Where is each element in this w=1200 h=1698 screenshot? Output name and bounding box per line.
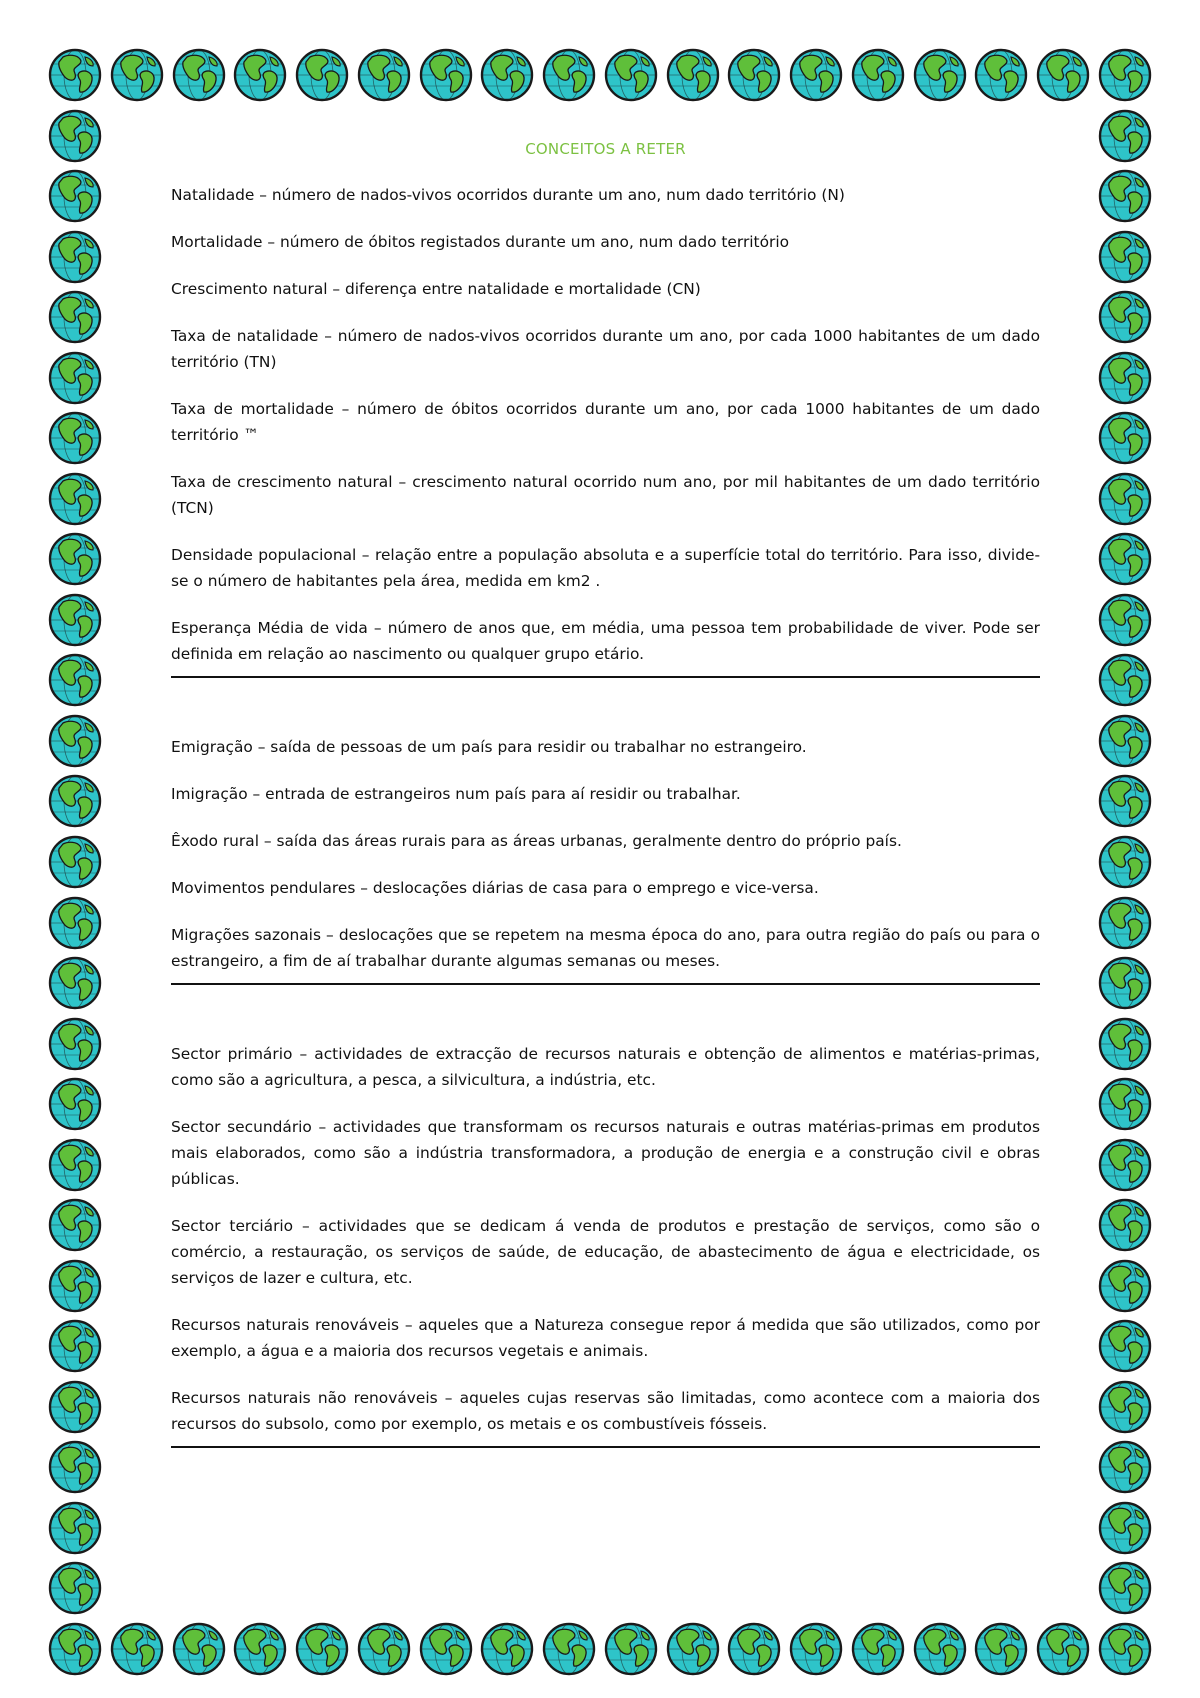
globe-icon	[1097, 1318, 1153, 1374]
globe-icon	[1097, 1258, 1153, 1314]
definition-paragraph: Sector secundário – actividades que transformam os recursos naturais e outras matérias-primas em produtos mais elaborados, como são a indústria transformadora, a produção de energia e a construção civil e obras públicas.	[171, 1118, 1040, 1188]
definition-paragraph: Taxa de natalidade – número de nados-vivos ocorridos durante um ano, por cada 1000 habitantes de um dado território (TN)	[171, 327, 1040, 371]
globe-icon	[47, 1560, 103, 1616]
globe-icon	[47, 834, 103, 890]
globe-icon	[850, 47, 906, 103]
globe-icon	[479, 1621, 535, 1677]
definition-paragraph: Migrações sazonais – deslocações que se repetem na mesma época do ano, para outra região do país ou para o estrangeiro, a fim de aí trabalhar durante algumas semanas ou meses.	[171, 926, 1040, 970]
globe-icon	[1097, 652, 1153, 708]
globe-icon	[973, 47, 1029, 103]
globe-icon	[1097, 592, 1153, 648]
globe-icon	[47, 168, 103, 224]
globe-icon	[232, 1621, 288, 1677]
globe-icon	[1035, 47, 1091, 103]
globe-icon	[1097, 955, 1153, 1011]
globe-icon	[47, 108, 103, 164]
globe-icon	[47, 229, 103, 285]
globe-icon	[47, 1318, 103, 1374]
globe-icon	[1097, 410, 1153, 466]
globe-icon	[47, 1197, 103, 1253]
section-divider	[171, 1446, 1040, 1448]
globe-icon	[912, 47, 968, 103]
definition-paragraph: Crescimento natural – diferença entre natalidade e mortalidade (CN)	[171, 280, 701, 298]
globe-icon	[1097, 834, 1153, 890]
globe-icon	[603, 1621, 659, 1677]
globe-icon	[294, 47, 350, 103]
globe-icon	[47, 1379, 103, 1435]
globe-icon	[47, 410, 103, 466]
globe-icon	[47, 1500, 103, 1556]
globe-icon	[1097, 471, 1153, 527]
globe-icon	[665, 47, 721, 103]
page-title: CONCEITOS A RETER	[525, 140, 686, 158]
globe-icon	[109, 47, 165, 103]
globe-icon	[47, 1016, 103, 1072]
globe-icon	[47, 531, 103, 587]
globe-icon	[1097, 895, 1153, 951]
globe-icon	[1097, 47, 1153, 103]
globe-icon	[47, 1439, 103, 1495]
globe-icon	[356, 47, 412, 103]
globe-icon	[912, 1621, 968, 1677]
globe-icon	[726, 1621, 782, 1677]
globe-icon	[1035, 1621, 1091, 1677]
definition-paragraph: Densidade populacional – relação entre a população absoluta e a superfície total do território. Para isso, divide-se o número de habitantes pela área, medida em km2 .	[171, 546, 1040, 590]
globe-icon	[47, 895, 103, 951]
globe-icon	[47, 289, 103, 345]
section-spacer	[171, 678, 1040, 734]
globe-icon	[47, 773, 103, 829]
globe-icon	[47, 713, 103, 769]
definition-section	[171, 182, 1040, 678]
globe-icon	[47, 1621, 103, 1677]
globe-icon	[47, 592, 103, 648]
globe-icon	[1097, 108, 1153, 164]
globe-icon	[47, 1258, 103, 1314]
globe-icon	[541, 47, 597, 103]
globe-icon	[47, 652, 103, 708]
globe-icon	[1097, 1197, 1153, 1253]
sections-container	[171, 182, 1040, 1448]
globe-icon	[541, 1621, 597, 1677]
definition-section	[171, 734, 1040, 985]
globe-icon	[726, 47, 782, 103]
definition-paragraph: Mortalidade – número de óbitos registados durante um ano, num dado território	[171, 233, 790, 251]
globe-icon	[1097, 1379, 1153, 1435]
globe-icon	[1097, 168, 1153, 224]
globe-icon	[1097, 531, 1153, 587]
definition-section	[171, 1041, 1040, 1448]
definition-paragraph: Esperança Média de vida – número de anos que, em média, uma pessoa tem probabilidade de viver. Pode ser definida em relação ao nascimento ou qualquer grupo etário.	[171, 619, 1040, 663]
globe-icon	[356, 1621, 412, 1677]
globe-icon	[1097, 1016, 1153, 1072]
globe-icon	[603, 47, 659, 103]
definition-paragraph: Sector primário – actividades de extracção de recursos naturais e obtenção de alimentos e matérias-primas, como são a agricultura, a pesca, a silvicultura, a indústria, etc.	[171, 1045, 1040, 1089]
globe-icon	[973, 1621, 1029, 1677]
globe-icon	[1097, 773, 1153, 829]
definition-paragraph: Imigração – entrada de estrangeiros num país para aí residir ou trabalhar.	[171, 785, 741, 803]
globe-icon	[47, 350, 103, 406]
definition-paragraph: Recursos naturais renováveis – aqueles que a Natureza consegue repor á medida que são utilizados, como por exemplo, a água e a maioria dos recursos vegetais e animais.	[171, 1316, 1040, 1360]
globe-icon	[294, 1621, 350, 1677]
definition-paragraph: Emigração – saída de pessoas de um país para residir ou trabalhar no estrangeiro.	[171, 738, 807, 756]
globe-icon	[109, 1621, 165, 1677]
document-body	[171, 140, 1040, 1448]
globe-icon	[418, 1621, 474, 1677]
globe-icon	[171, 1621, 227, 1677]
globe-icon	[788, 1621, 844, 1677]
globe-icon	[171, 47, 227, 103]
globe-icon	[47, 1137, 103, 1193]
globe-icon	[1097, 1137, 1153, 1193]
globe-icon	[1097, 1500, 1153, 1556]
globe-icon	[1097, 229, 1153, 285]
globe-icon	[850, 1621, 906, 1677]
globe-icon	[1097, 1439, 1153, 1495]
globe-icon	[418, 47, 474, 103]
globe-icon	[788, 47, 844, 103]
globe-icon	[232, 47, 288, 103]
definition-paragraph: Recursos naturais não renováveis – aqueles cujas reservas são limitadas, como acontece com a maioria dos recursos do subsolo, como por exemplo, os metais e os combustíveis fósseis.	[171, 1389, 1040, 1433]
globe-icon	[479, 47, 535, 103]
definition-paragraph: Êxodo rural – saída das áreas rurais para as áreas urbanas, geralmente dentro do próprio país.	[171, 832, 902, 850]
globe-icon	[47, 47, 103, 103]
globe-icon	[665, 1621, 721, 1677]
definition-paragraph: Sector terciário – actividades que se dedicam á venda de produtos e prestação de serviços, como são o comércio, a restauração, os serviços de saúde, de educação, de abastecimento de água e electricidade, os serviços de lazer e cultura, etc.	[171, 1217, 1040, 1287]
globe-icon	[1097, 1076, 1153, 1132]
section-spacer	[171, 985, 1040, 1041]
globe-icon	[47, 471, 103, 527]
definition-paragraph: Taxa de mortalidade – número de óbitos ocorridos durante um ano, por cada 1000 habitantes de um dado território ™	[171, 400, 1040, 444]
globe-icon	[1097, 1621, 1153, 1677]
globe-icon	[1097, 289, 1153, 345]
globe-icon	[47, 1076, 103, 1132]
globe-icon	[1097, 713, 1153, 769]
globe-icon	[1097, 1560, 1153, 1616]
globe-icon	[47, 955, 103, 1011]
definition-paragraph: Movimentos pendulares – deslocações diárias de casa para o emprego e vice-versa.	[171, 879, 819, 897]
globe-icon	[1097, 350, 1153, 406]
definition-paragraph: Natalidade – número de nados-vivos ocorridos durante um ano, num dado território (N)	[171, 186, 845, 204]
definition-paragraph: Taxa de crescimento natural – crescimento natural ocorrido num ano, por mil habitantes de um dado território (TCN)	[171, 473, 1040, 517]
